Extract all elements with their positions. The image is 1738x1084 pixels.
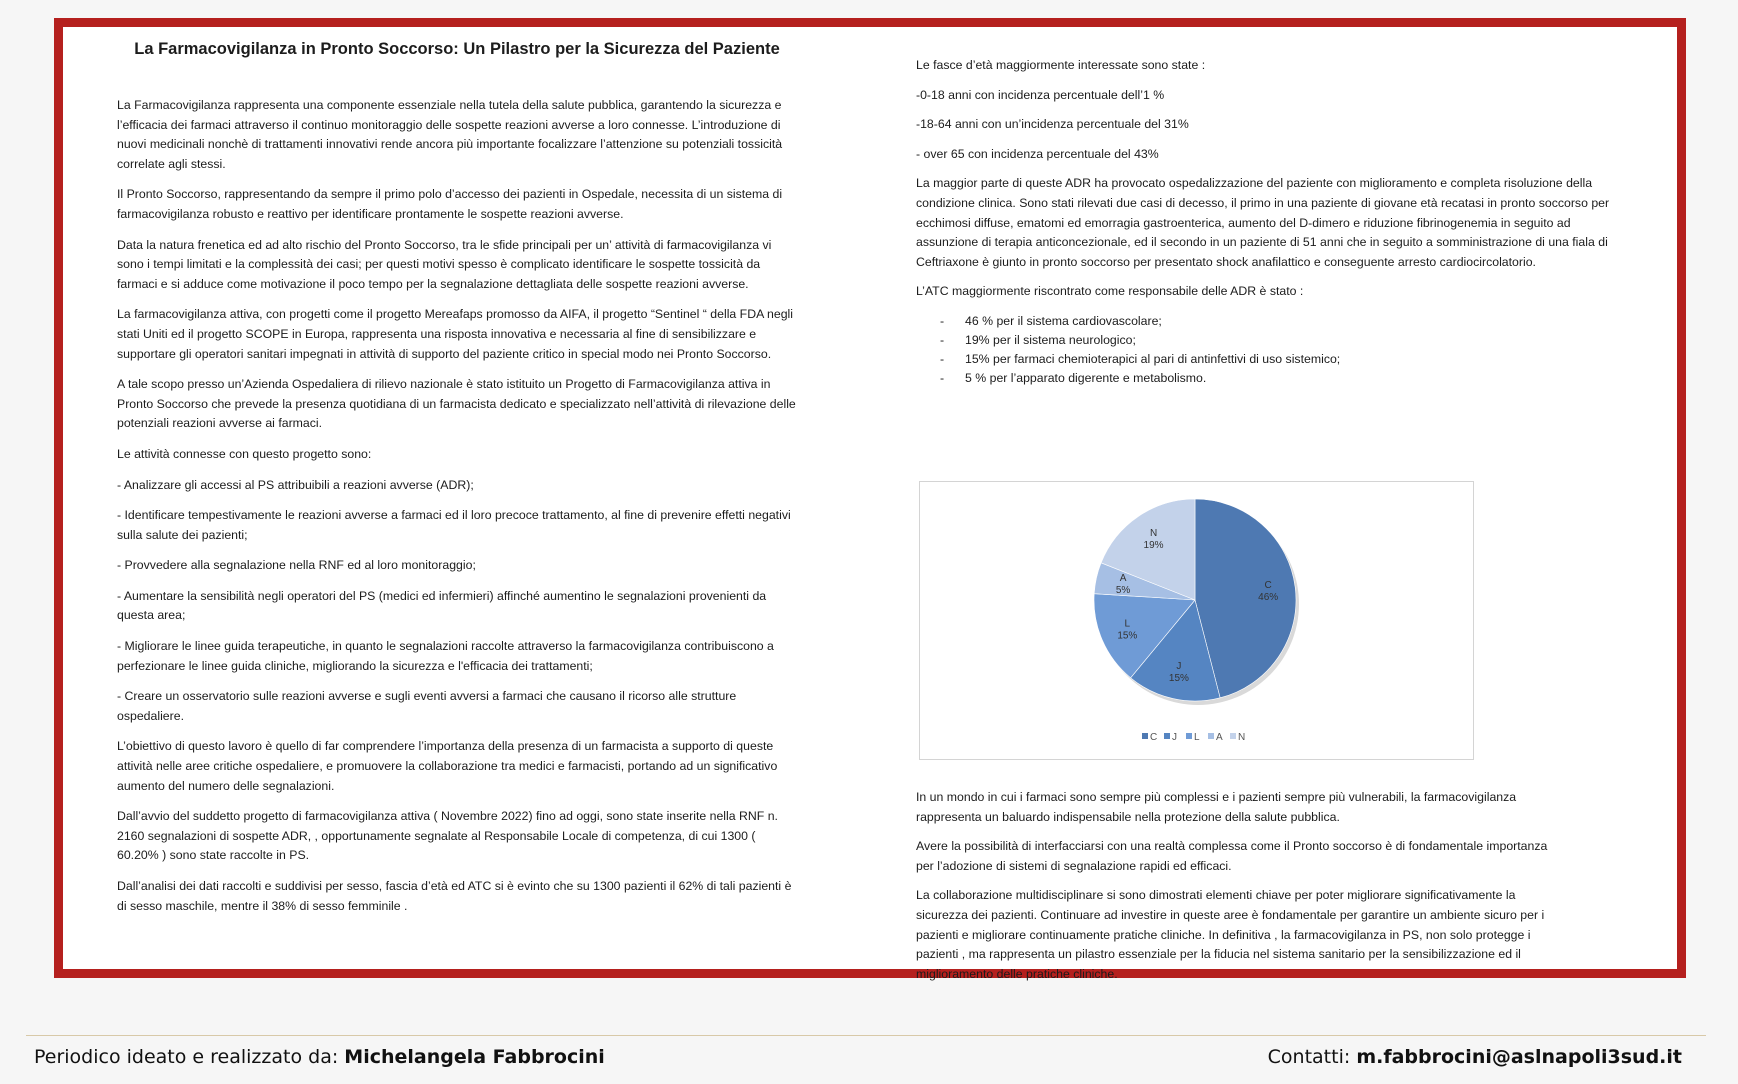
legend-swatch: [1230, 733, 1236, 739]
footer-author-name: Michelangela Fabbrocini: [344, 1046, 605, 1068]
activity-item: - Provvedere alla segnalazione nella RNF ed al loro monitoraggio;: [117, 558, 476, 573]
activity-item: - Aumentare la sensibilità negli operatori del PS (medici ed infermieri) affinché aumentino le segnalazioni provenienti da questa area;: [117, 588, 767, 623]
paragraph: La Farmacovigilanza rappresenta una componente essenziale nella tutela della salute pubblica, garantendo la sicurezza e l’efficacia dei farmaci attraverso il continuo monitoraggio delle sospette reazioni avverse a loro connesse. L’introduzione di nuovi medicinali nonchè di trattamenti innovativi rende ancora più importante focalizzare l’attenzione su potenziali tossicità correlate agli stessi.: [117, 98, 783, 171]
atc-item-text: 46 % per il sistema cardiovascolare;: [965, 313, 1162, 328]
list-dash: -: [940, 351, 945, 366]
pie-chart-svg: [920, 482, 1473, 759]
paragraph: L’ATC maggiormente riscontrato come responsabile delle ADR è stato :: [916, 284, 1304, 299]
legend-label: N: [1238, 732, 1246, 743]
atc-list: [916, 312, 1636, 388]
atc-item-text: 19% per il sistema neurologico;: [965, 332, 1136, 347]
article-frame: [54, 18, 1686, 981]
paragraph: La collaborazione multidisciplinare si sono dimostrati elementi chiave per poter migliorare significativamente la sicurezza dei pazienti. Continuare ad investire in queste aree è fondamentale per garantire un ambiente sicuro per i pazienti e migliorare continuamente pratiche cliniche. In definitiva , la farmacovigilanza in PS, non solo protegge i pazienti , ma rappresenta un pilastro essenziale per la fiducia nel sistema sanitario per la sensibilizzazione ed il miglioramento delle pratiche cliniche.: [916, 888, 1545, 981]
atc-list-item: [940, 312, 1636, 331]
paragraph: Dall’analisi dei dati raccolti e suddivisi per sesso, fascia d’età ed ATC si è evinto che su 1300 pazienti il 62% di tali pazienti è di sesso maschile, mentre il 38% di sesso femminile .: [117, 879, 792, 913]
age-group-item: -0-18 anni con incidenza percentuale dell’1 %: [916, 87, 1165, 102]
list-dash: -: [940, 313, 945, 328]
activity-item: - Identificare tempestivamente le reazioni avverse a farmaci ed il loro precoce trattamento, al fine di prevenire effetti negativi sulla salute dei pazienti;: [117, 508, 791, 542]
pie-data-label-value: 46%: [1258, 591, 1279, 603]
atc-pie-chart: [919, 481, 1474, 760]
pie-data-label-value: 19%: [1143, 540, 1164, 552]
legend-swatch: [1186, 733, 1192, 739]
age-group-item: -18-64 anni con un’incidenza percentuale del 31%: [916, 117, 1189, 132]
footer-contacts: [1268, 1046, 1682, 1068]
right-column: [916, 27, 1636, 981]
left-column: [117, 27, 797, 969]
pie-data-label-value: 5%: [1115, 584, 1131, 596]
footer-author-prefix: Periodico ideato e realizzato da:: [34, 1046, 345, 1068]
article-title: La Farmacovigilanza in Pronto Soccorso: Un Pilastro per la Sicurezza del Paziente: [134, 40, 780, 58]
footer-divider: [26, 1035, 1706, 1036]
paragraph: A tale scopo presso un’Azienda Ospedaliera di rilievo nazionale è stato istituito un Progetto di Farmacovigilanza attiva in Pronto Soccorso che prevede la presenza quotidiana di un farmacista dedicato e specializzato nell’attività di rilevazione delle potenziali reazioni avverse ai farmaci.: [117, 377, 796, 431]
footer-email-link[interactable]: m.fabbrocini@aslnapoli3sud.it: [1356, 1046, 1682, 1068]
atc-list-item: [940, 350, 1636, 369]
legend-swatch: [1142, 733, 1148, 739]
paragraph: La maggior parte di queste ADR ha provocato ospedalizzazione del paziente con miglioramento e completa risoluzione della condizione clinica. Sono stati rilevati due casi di decesso, il primo in una paziente di giovane età recatasi in pronto soccorso per ecchimosi diffuse, ematomi ed emorragia gastroenterica, aumento del D-dimero e riduzione fibrinogenemia in seguito ad assunzione di terapia anticoncezionale, ed il secondo in un paziente di 51 anni che in seguito a somministrazione di una fiala di Ceftriaxone è giunto in pronto soccorso per presentato shock anafilattico e conseguente arresto cardiocircolatorio.: [916, 176, 1610, 269]
pie-data-label-category: L: [1124, 618, 1131, 630]
paragraph: La farmacovigilanza attiva, con progetti come il progetto Mereafaps promosso da AIFA, il progetto “Sentinel “ della FDA negli stati Uniti ed il progetto SCOPE in Europa, rappresenta una risposta innovativa e necessaria al fine di sensibilizzare e supportare gli operatori sanitari impegnati in attività di supporto del paziente critico in special modo nei Pronto Soccorso.: [117, 307, 793, 361]
paragraph: L’obiettivo di questo lavoro è quello di far comprendere l’importanza della presenza di un farmacista a supporto di queste attività nelle aree critiche ospedaliere, e promuovere la collaborazione tra medici e farmacisti, portando ad un significativo aumento del numero delle segnalazioni.: [117, 739, 778, 793]
paragraph: Le attività connesse con questo progetto sono:: [117, 446, 372, 461]
atc-item-text: 5 % per l’apparato digerente e metabolismo.: [965, 370, 1207, 385]
conclusion-block: [916, 788, 1556, 994]
activity-item: - Creare un osservatorio sulle reazioni avverse e sugli eventi avversi a farmaci che causano il ricorso alle strutture ospedaliere.: [117, 689, 737, 723]
paragraph: Dall’avvio del suddetto progetto di farmacovigilanza attiva ( Novembre 2022) fino ad oggi, sono state inserite nella RNF n. 2160 segnalazioni di sospette ADR, , opportunamente segnalate al Responsabile Locale di competenza, di cui 1300 ( 60.20% ) sono state raccolte in PS.: [117, 809, 778, 863]
pie-data-label-category: C: [1264, 579, 1272, 591]
paragraph: In un mondo in cui i farmaci sono sempre più complessi e i pazienti sempre più vulnerabili, la farmacovigilanza rappresenta un baluardo indispensabile nella protezione della salute pubblica.: [916, 790, 1517, 824]
activity-item: - Migliorare le linee guida terapeutiche, in quanto le segnalazioni raccolte attraverso la farmacovigilanza contribuiscono a perfezionare le linee guida cliniche, migliorando la sicurezza e l'efficacia dei trattamenti;: [117, 639, 774, 673]
legend-swatch: [1164, 733, 1170, 739]
activity-item: - Analizzare gli accessi al PS attribuibili a reazioni avverse (ADR);: [117, 477, 474, 492]
list-dash: -: [940, 370, 945, 385]
atc-list-item: [940, 369, 1636, 388]
legend-label: A: [1216, 732, 1223, 743]
pie-data-label-category: A: [1119, 572, 1127, 584]
pie-data-label-category: N: [1149, 528, 1158, 540]
pie-data-label-value: 15%: [1168, 672, 1189, 684]
paragraph: Data la natura frenetica ed ad alto rischio del Pronto Soccorso, tra le sfide principali per un’ attività di farmacovigilanza vi sono i tempi limitati e la complessità dei casi; per questi motivi spesso è complicato identificare le sospette tossicità da farmaci e si adduce come motivazione il poco tempo per la segnalazione dettagliata delle sospette reazioni avverse.: [117, 237, 772, 291]
legend-label: C: [1150, 732, 1158, 743]
paragraph: Il Pronto Soccorso, rappresentando da sempre il primo polo d’accesso dei pazienti in Ospedale, necessita di un sistema di farmacovigilanza robusto e reattivo per identificare prontamente le sospette reazioni avverse.: [117, 187, 783, 221]
paragraph: Avere la possibilità di interfacciarsi con una realtà complessa come il Pronto soccorso è di fondamentale importanza per l’adozione di sistemi di segnalazione rapidi ed efficaci.: [916, 839, 1548, 873]
list-dash: -: [940, 332, 945, 347]
legend-swatch: [1208, 733, 1214, 739]
legend-label: L: [1194, 732, 1200, 743]
footer-contacts-prefix: Contatti:: [1267, 1046, 1357, 1068]
pie-data-label-value: 15%: [1117, 630, 1138, 642]
footer-author: [34, 1046, 605, 1068]
age-group-item: - over 65 con incidenza percentuale del 43%: [916, 146, 1159, 161]
paragraph: Le fasce d’età maggiormente interessate sono state :: [916, 58, 1206, 72]
atc-item-text: 15% per farmaci chemioterapici al pari di antinfettivi di uso sistemico;: [965, 351, 1341, 366]
pie-data-label-category: J: [1176, 660, 1182, 672]
legend-label: J: [1172, 732, 1177, 743]
atc-list-item: [940, 331, 1636, 350]
